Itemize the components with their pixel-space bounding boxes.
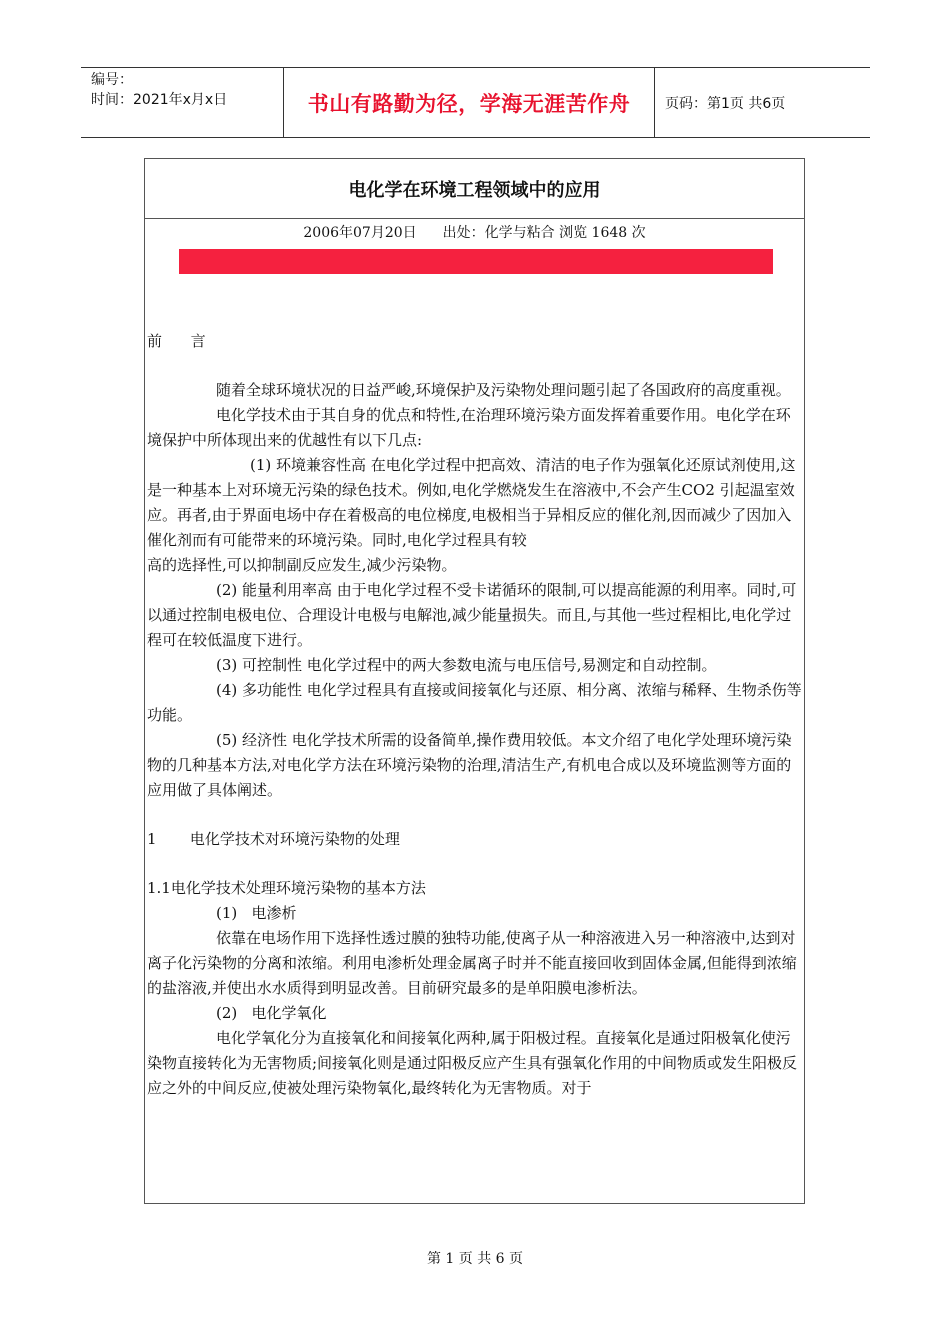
time-label: 时间：2021年x月x日 (91, 92, 228, 108)
paragraph: 电化学氧化分为直接氧化和间接氧化两种,属于阳极过程。直接氧化是通过阳极氧化使污染物直接转化为无害物质;间接氧化则是通过阳极反应产生具有强氧化作用的中间物质或发生阳极反应之外的中间反应,使被处理污染物氧化,最终转化为无害物质。对于 (147, 1029, 798, 1097)
paragraph: 依靠在电场作用下选择性透过膜的独特功能,使离子从一种溶液进入另一种溶液中,达到对离子化污染物的分离和浓缩。利用电渗析处理金属离子时并不能直接回收到固体金属,但能得到浓缩的盐溶液,并使出水水质得到明显改善。目前研究最多的是单阳膜电渗析法。 (147, 929, 797, 997)
section-heading: 1 电化学技术对环境污染物的处理 (147, 830, 400, 848)
article-body (147, 329, 802, 1101)
document-header (81, 67, 870, 138)
number-label: 编号： (91, 72, 133, 88)
article-date: 2006年07月20日 (303, 225, 417, 241)
paragraph: 高的选择性,可以抑制副反应发生,减少污染物。 (147, 556, 457, 574)
paragraph: (1) 环境兼容性高 在电化学过程中把高效、清洁的电子作为强氧化还原试剂使用,这是一种基本上对环境无污染的绿色技术。例如,电化学燃烧发生在溶液中,不会产生CO2 引起温室效应。再者,由于界面电场中存在着极高的电位梯度,电极相当于异相反应的催化剂,因而减少了因加入催化剂而有可能带来的环境污染。同时,电化学过程具有较 (147, 456, 796, 549)
article-meta (145, 223, 804, 243)
header-page-number: 页码：第1页 共6页 (665, 95, 786, 112)
method-title: (2) 电化学氧化 (216, 1004, 327, 1022)
paragraph: (4) 多功能性 电化学过程具有直接或间接氧化与还原、相分离、浓缩与稀释、生物杀伤等功能。 (147, 681, 802, 724)
preface-heading: 前 言 (147, 332, 206, 350)
paragraph: 电化学技术由于其自身的优点和特性,在治理环境污染方面发挥着重要作用。电化学在环境保护中所体现出来的优越性有以下几点: (147, 406, 791, 449)
paragraph: 随着全球环境状况的日益严峻,环境保护及污染物处理问题引起了各国政府的高度重视。 (216, 381, 791, 399)
header-meta (91, 70, 227, 110)
header-divider (654, 68, 655, 137)
page-footer: 第 1 页 共 6 页 (426, 1251, 524, 1267)
method-title: (1) 电渗析 (216, 904, 297, 922)
paragraph: (3) 可控制性 电化学过程中的两大参数电流与电压信号,易测定和自动控制。 (216, 656, 717, 674)
article-title: 电化学在环境工程领域中的应用 (145, 159, 804, 219)
article-box (144, 158, 805, 1204)
subsection-heading: 1.1电化学技术处理环境污染物的基本方法 (147, 879, 426, 897)
paragraph: (5) 经济性 电化学技术所需的设备简单,操作费用较低。本文介绍了电化学处理环境污染物的几种基本方法,对电化学方法在环境污染物的治理,清洁生产,有机电合成以及环境监测等方面的应用做了具体阐述。 (147, 731, 792, 799)
article-source: 出处：化学与粘合 浏览 1648 次 (442, 225, 646, 241)
red-divider-bar (179, 249, 773, 274)
header-motto: 书山有路勤为径，学海无涯苦作舟 (307, 91, 631, 116)
paragraph: (2) 能量利用率高 由于电化学过程不受卡诺循环的限制,可以提高能源的利用率。同时,可以通过控制电极电位、合理设计电极与电解池,减少能量损失。而且,与其他一些过程相比,电化学过程可在较低温度下进行。 (147, 581, 797, 649)
